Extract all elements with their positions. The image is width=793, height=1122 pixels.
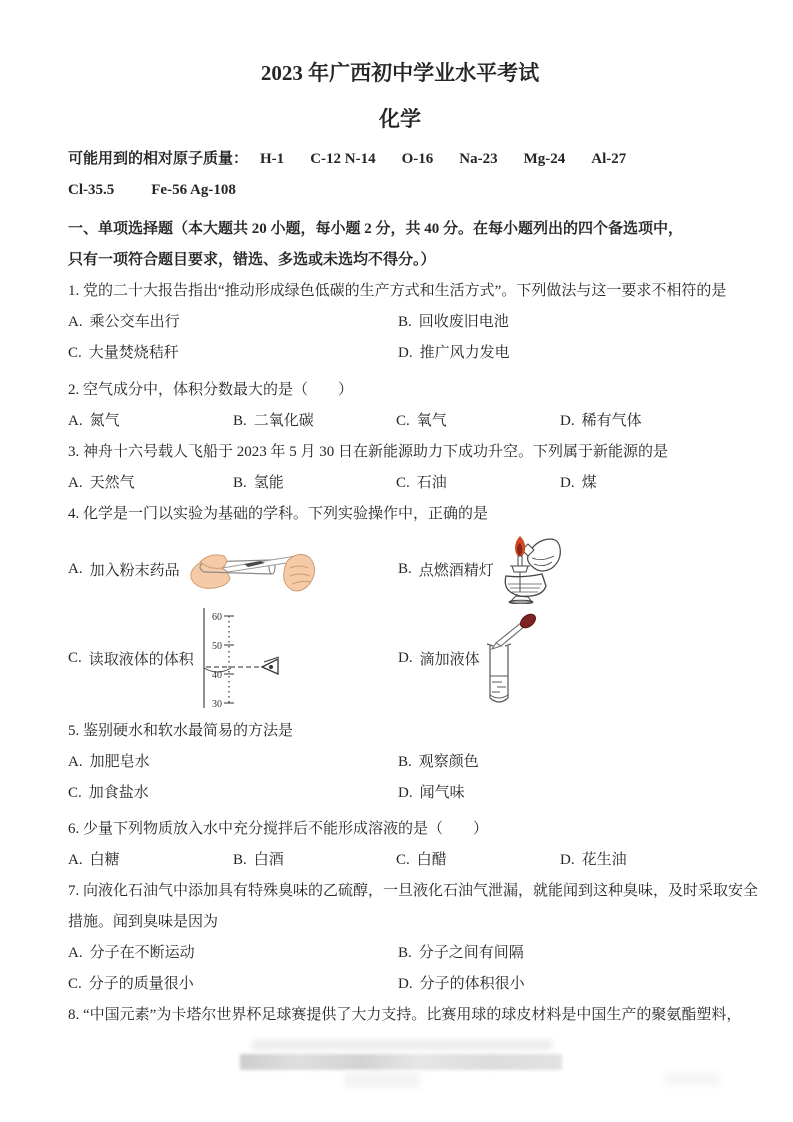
option-letter: A. bbox=[68, 754, 83, 770]
option-c bbox=[396, 468, 560, 499]
option-b bbox=[398, 534, 732, 604]
alcohol-lamp-lighting-illustration bbox=[498, 534, 564, 604]
option-a bbox=[68, 845, 233, 876]
option-text: 氧气 bbox=[416, 413, 447, 429]
dropper bbox=[492, 611, 538, 649]
option-letter: C. bbox=[68, 785, 82, 801]
option-c bbox=[396, 406, 560, 437]
atomic-mass-item: O-16 bbox=[401, 151, 434, 167]
question-6 bbox=[68, 814, 732, 876]
option-text: 白酒 bbox=[253, 852, 284, 868]
option-c bbox=[68, 778, 398, 809]
option-c bbox=[68, 338, 398, 369]
atomic-mass-item: H-1 bbox=[260, 151, 285, 167]
option-letter: D. bbox=[560, 475, 575, 491]
major-ticks bbox=[224, 616, 234, 703]
powder-addition-illustration bbox=[184, 538, 319, 600]
question-1 bbox=[68, 276, 732, 369]
question-stem: 5. 鉴别硬水和软水最简易的方法是 bbox=[68, 723, 294, 739]
option-c bbox=[396, 845, 560, 876]
option-b bbox=[233, 468, 396, 499]
option-text: 花生油 bbox=[581, 852, 627, 868]
option-letter: B. bbox=[233, 475, 247, 491]
option-text: 加入粉末药品 bbox=[89, 562, 180, 579]
option-a bbox=[68, 406, 233, 437]
option-d bbox=[560, 468, 732, 499]
question-4 bbox=[68, 499, 732, 708]
question-options bbox=[68, 468, 732, 499]
option-text: 分子之间有间隔 bbox=[418, 945, 524, 961]
option-letter: C. bbox=[396, 852, 410, 868]
option-d bbox=[398, 778, 732, 809]
question-options-row-ab bbox=[68, 530, 732, 608]
atomic-mass-item: Na-23 bbox=[459, 151, 498, 167]
scan-watermark-strip bbox=[240, 1054, 562, 1070]
scale-label-50: 50 bbox=[211, 641, 222, 652]
option-text: 点燃酒精灯 bbox=[418, 562, 494, 579]
option-text: 大量焚烧秸秆 bbox=[88, 345, 179, 361]
option-c bbox=[68, 608, 398, 708]
option-text: 石油 bbox=[416, 475, 447, 491]
question-options bbox=[68, 307, 732, 369]
option-text: 滴加液体 bbox=[419, 651, 480, 668]
cylinder-reading-illustration bbox=[198, 608, 282, 708]
option-text: 白醋 bbox=[416, 852, 447, 868]
option-b bbox=[398, 747, 732, 778]
question-stem: 1. 党的二十大报告指出“推动形成绿色低碳的生产方式和生活方式”。下列做法与这一要求不相符的是 bbox=[68, 283, 727, 299]
question-options bbox=[68, 938, 732, 1000]
option-a bbox=[68, 468, 233, 499]
option-letter: B. bbox=[398, 314, 412, 330]
question-options bbox=[68, 845, 732, 876]
scale-label-60: 60 bbox=[211, 612, 222, 623]
option-letter: A. bbox=[68, 314, 83, 330]
option-text: 推广风力发电 bbox=[419, 345, 510, 361]
lamp-foot bbox=[510, 596, 532, 602]
question-stem-line1: 7. 向液化石油气中添加具有特殊臭味的乙硫醇，一旦液化石油气泄漏，就能闻到这种臭味，及时采取安全 bbox=[68, 883, 759, 899]
lamp-body bbox=[505, 574, 546, 596]
option-b bbox=[233, 845, 396, 876]
option-letter: B. bbox=[233, 413, 247, 429]
option-d bbox=[398, 610, 732, 706]
scale-label-30: 30 bbox=[211, 699, 222, 708]
eye-icon bbox=[262, 657, 279, 674]
question-stem: 2. 空气成分中，体积分数最大的是（ ） bbox=[68, 382, 354, 398]
scan-watermark-smudge bbox=[252, 1040, 552, 1050]
option-letter: A. bbox=[68, 475, 83, 491]
option-text: 观察颜色 bbox=[418, 754, 479, 770]
option-letter: A. bbox=[68, 560, 83, 577]
question-options bbox=[68, 747, 732, 809]
option-text: 煤 bbox=[581, 475, 597, 491]
atomic-masses-prefix: 可能用到的相对原子质量： bbox=[68, 151, 249, 167]
test-tube bbox=[487, 644, 511, 702]
scale-label-40: 40 bbox=[211, 670, 222, 681]
option-text: 分子在不断运动 bbox=[89, 945, 195, 961]
page-content bbox=[68, 0, 759, 1031]
option-text: 分子的体积很小 bbox=[419, 976, 525, 992]
option-text: 白糖 bbox=[89, 852, 120, 868]
option-text: 加食盐水 bbox=[88, 785, 149, 801]
question-options bbox=[68, 406, 732, 437]
option-d bbox=[560, 845, 732, 876]
atomic-mass-item: Mg-24 bbox=[523, 151, 566, 167]
option-letter: B. bbox=[398, 754, 412, 770]
option-letter: D. bbox=[398, 345, 413, 361]
scan-watermark-blob bbox=[345, 1072, 420, 1088]
tube-liquid bbox=[490, 676, 508, 698]
option-letter: C. bbox=[68, 345, 82, 361]
question-7 bbox=[68, 876, 759, 1000]
exam-title: 2023 年广西初中学业水平考试 bbox=[260, 61, 540, 85]
option-letter: A. bbox=[68, 852, 83, 868]
atomic-masses-line2 bbox=[68, 175, 732, 206]
option-a bbox=[68, 307, 398, 338]
option-b bbox=[398, 938, 732, 969]
option-d bbox=[560, 406, 732, 437]
option-a bbox=[68, 538, 398, 600]
option-text: 稀有气体 bbox=[581, 413, 642, 429]
question-3 bbox=[68, 437, 732, 499]
option-a bbox=[68, 938, 398, 969]
option-text: 分子的质量很小 bbox=[88, 976, 194, 992]
option-letter: D. bbox=[398, 976, 413, 992]
option-c bbox=[68, 969, 398, 1000]
wick bbox=[518, 556, 522, 566]
option-a bbox=[68, 747, 398, 778]
option-letter: B. bbox=[233, 852, 247, 868]
question-5 bbox=[68, 716, 732, 809]
atomic-masses-line1 bbox=[68, 144, 732, 175]
scan-watermark-blob bbox=[665, 1072, 720, 1086]
option-d bbox=[398, 969, 732, 1000]
option-letter: A. bbox=[68, 945, 83, 961]
atomic-mass-item: Cl-35.5 bbox=[68, 182, 115, 198]
dropper-bulb bbox=[518, 611, 538, 630]
option-text: 氢能 bbox=[253, 475, 284, 491]
option-letter: C. bbox=[396, 475, 410, 491]
option-letter: C. bbox=[396, 413, 410, 429]
question-options-row-cd bbox=[68, 608, 732, 708]
atomic-mass-item: Fe-56 Ag-108 bbox=[151, 182, 236, 198]
option-letter: B. bbox=[398, 560, 412, 577]
option-letter: B. bbox=[398, 945, 412, 961]
right-hand bbox=[283, 554, 314, 590]
question-stem: 6. 少量下列物质放入水中充分搅拌后不能形成溶液的是（ ） bbox=[68, 821, 489, 837]
question-8 bbox=[68, 1000, 742, 1031]
option-text: 天然气 bbox=[89, 475, 135, 491]
option-text: 乘公交车出行 bbox=[89, 314, 180, 330]
option-text: 回收废旧电池 bbox=[418, 314, 509, 330]
atomic-mass-item: Al-27 bbox=[591, 151, 627, 167]
section1-heading-line2: 只有一项符合题目要求，错选、多选或未选均不得分。） bbox=[68, 252, 436, 268]
question-stem: 4. 化学是一门以实验为基础的学科。下列实验操作中，正确的是 bbox=[68, 506, 489, 522]
section1-heading-line1: 一、单项选择题（本大题共 20 小题，每小题 2 分，共 40 分。在每小题列出的四个备选项中， bbox=[68, 221, 684, 237]
question-stem: 3. 神舟十六号载人飞船于 2023 年 5 月 30 日在新能源助力下成功升空。下列属于新能源的是 bbox=[68, 444, 669, 460]
option-text: 氮气 bbox=[89, 413, 120, 429]
atomic-mass-item: C-12 N-14 bbox=[310, 151, 376, 167]
option-b bbox=[398, 307, 732, 338]
question-stem-line2: 措施。闻到臭味是因为 bbox=[68, 914, 219, 930]
option-b bbox=[233, 406, 396, 437]
question-stem: 8. “中国元素”为卡塔尔世界杯足球赛提供了大力支持。比赛用球的球皮材料是中国生产的聚氨酯塑料， bbox=[68, 1007, 742, 1023]
option-letter: D. bbox=[560, 413, 575, 429]
exam-subject: 化学 bbox=[379, 107, 421, 131]
option-letter: D. bbox=[398, 785, 413, 801]
lamp-collar bbox=[512, 566, 528, 572]
question-2 bbox=[68, 375, 732, 437]
option-text: 二氧化碳 bbox=[253, 413, 314, 429]
dropper-illustration bbox=[484, 610, 542, 706]
option-letter: D. bbox=[560, 852, 575, 868]
option-letter: D. bbox=[398, 649, 413, 666]
option-d bbox=[398, 338, 732, 369]
option-text: 闻气味 bbox=[419, 785, 465, 801]
option-letter: C. bbox=[68, 649, 82, 666]
option-letter: C. bbox=[68, 976, 82, 992]
option-text: 加肥皂水 bbox=[89, 754, 150, 770]
option-letter: A. bbox=[68, 413, 83, 429]
option-text: 读取液体的体积 bbox=[88, 651, 194, 668]
